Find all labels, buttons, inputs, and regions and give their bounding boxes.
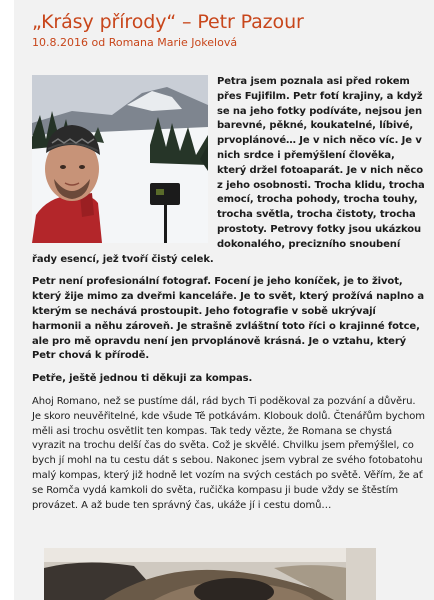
answer-paragraph: Ahoj Romano, než se pustíme dál, rád bych Ti poděkoval za pozvání a důvěru. Je skoro neuvěřitelné, kde všude Tě potkávám. Klobouk dolů. Čtenářům bychom měli asi trochu osvětlit ten kompas. Tak tedy vězte, že Romana se chystá vyrazit na trochu delší čas do světa. Což je skvělé. Chvilku jsem přemýšlel, co bych jí mohl na tu cestu dát s sebou. Nakonec jsem vybral ze svého fotobatohu malý kompas, který již hodně let vozím na svých cestách po světě. Věřím, že ať se Romča vydá kamkoli do světa, ručička kompasu ji bude vždy se štěstím provázet. A až bude ten správný čas, ukáže jí i cestu domů… bbox=[32, 395, 425, 511]
article-meta: 10.8.2016 od Romana Marie Jokelová bbox=[32, 36, 238, 49]
compass-image bbox=[44, 548, 376, 600]
article-panel bbox=[14, 0, 434, 600]
article-body bbox=[32, 10, 427, 521]
about-paragraph: Petr není profesionální fotograf. Focení je jeho koníček, je to život, který žije mimo za dveřmi kanceláře. Je to svět, který prožívá naplno a kterým se nechává prostoupit. Jeho fotografie v sobě ukrývají harmonii a něhu zároveň. Je strašně zvláštní toto říci o krajinné fotce, ale pro mě opravdu není jen prvoplánově krásná. Je o vztahu, který Petr chová k přírodě. bbox=[32, 276, 424, 362]
intro-paragraph: Petra jsem poznala asi před rokem přes Fujifilm. Petr fotí krajiny, a když se na jeho fotky podíváte, nejsou jen barevné, pěkné, koukatelné, líbivé, prvoplánové… Je v nich něco víc. Je v nich srdce i přemýšlení člověka, který držel fotoaparát. Je v nich něco z jeho osobnosti. Trocha klidu, trocha emocí, trocha pohody, trocha touhy, trocha světla, trocha čistoty, trocha prostoty. Petrovy fotky jsou ukázkou dokonalého, precizního snoubení řady esencí, jež tvoří čistý celek. bbox=[32, 76, 425, 265]
author-portrait-photo[interactable] bbox=[32, 75, 208, 243]
article-title[interactable]: „Krásy přírody“ – Petr Pazour bbox=[32, 11, 304, 33]
portrait-image bbox=[32, 75, 208, 243]
question-paragraph: Petře, ještě jednou ti děkuji za kompas. bbox=[32, 373, 253, 385]
compass-photo[interactable] bbox=[44, 548, 376, 600]
